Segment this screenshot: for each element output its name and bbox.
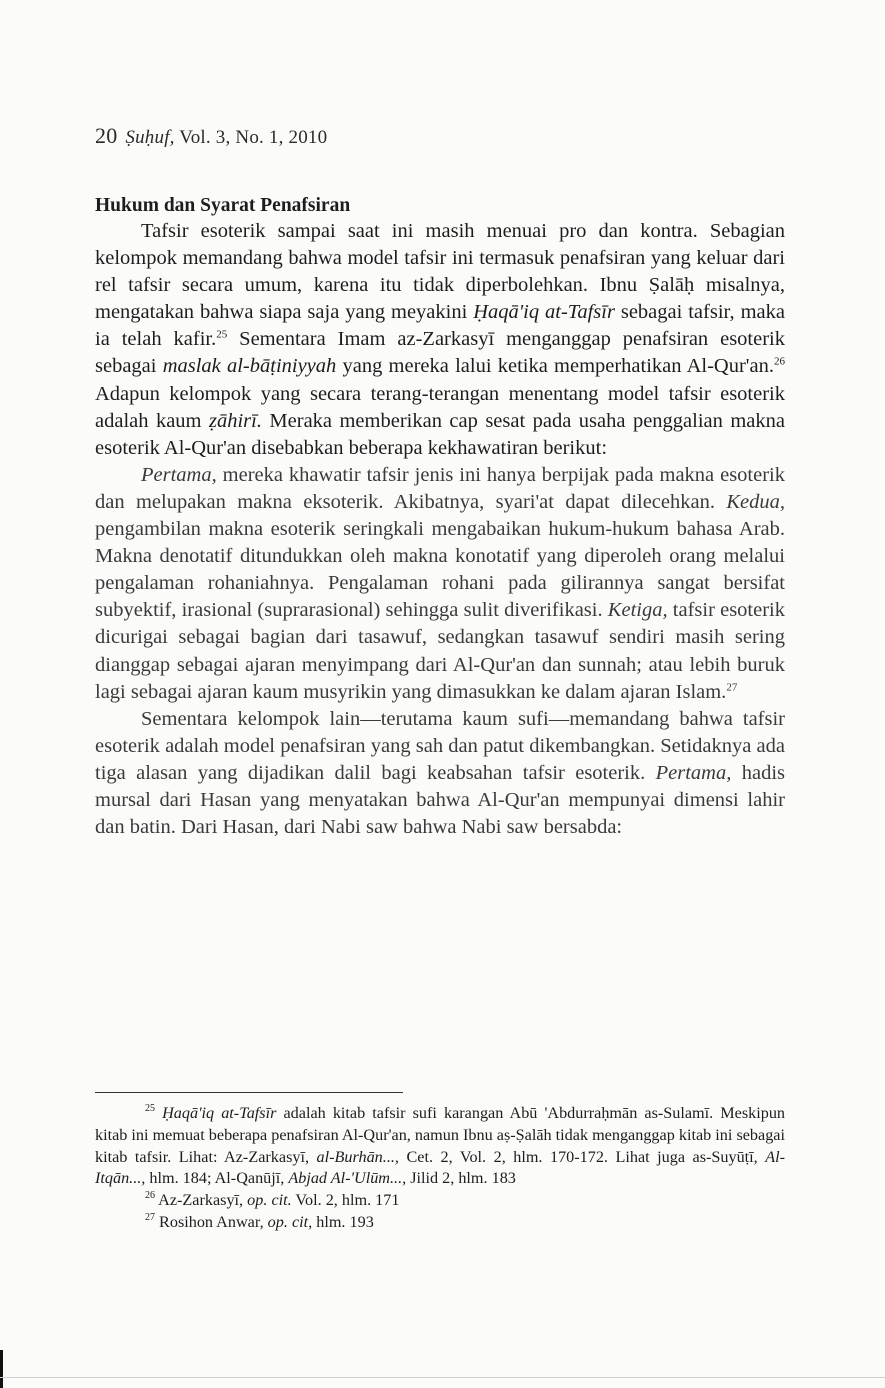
scan-edge-line <box>0 1377 885 1378</box>
italic-term: maslak al-bāṭiniyyah <box>162 355 337 378</box>
text: Vol. 2, hlm. 171 <box>291 1191 400 1210</box>
section-heading: Hukum dan Syarat Penafsiran <box>95 195 351 216</box>
paragraph-3 <box>95 706 785 841</box>
italic-term: ẓāhirī. <box>208 409 262 432</box>
text: Az-Zarkasyī, <box>155 1191 248 1210</box>
italic-term: Pertama, <box>655 761 732 784</box>
text: tafsir esoterik dicurigai sebagai bagian dari tasawuf, sedangkan tasawuf sendiri masih sering dianggap sebagai ajaran menyimpang dari Al-Qur'an dan sunnah; atau lebih buruk lagi sebagai ajaran kaum musyrikin yang dimasukkan ke dalam ajaran Islam. <box>95 599 785 703</box>
paragraph-1 <box>95 218 785 462</box>
page-number: 20 <box>95 123 118 148</box>
footnote-number: 25 <box>145 1103 155 1114</box>
text: yang mereka lalui ketika memperhatikan Al-Qur'an. <box>336 355 774 378</box>
paragraph-2 <box>95 462 785 706</box>
text: Meraka memberikan cap sesat pada usaha penggalian makna esoterik Al-Qur'an disebabkan beberapa kekhawatiran berikut: <box>95 409 785 459</box>
text: Adapun kelompok yang secara terang-terangan menentang model tafsir esoterik adalah kaum <box>95 382 785 432</box>
italic-term: Kedua, <box>726 490 785 513</box>
italic-term: Ḥaqā'iq at-Tafsīr <box>162 1104 277 1122</box>
footnote-number: 27 <box>145 1211 155 1223</box>
italic-term: Ketiga, <box>607 599 668 622</box>
italic-term: Pertama, <box>141 463 217 486</box>
italic-term: al-Burhān..., <box>316 1147 399 1166</box>
scan-binding-mark <box>0 1350 3 1388</box>
text: sebagai tafsir, maka ia telah kafir. <box>95 301 785 351</box>
italic-term: op. cit, <box>267 1212 313 1231</box>
text: hadis mursal dari Hasan yang menyatakan bahwa Al-Qur'an mempunyai dimensi lahir dan batin. Dari Hasan, dari Nabi saw bahwa Nabi saw bersabda: <box>95 761 785 839</box>
text: pengambilan makna esoterik seringkali mengabaikan hukum-hukum bahasa Arab. Makna denotatif ditundukkan oleh makna konotatif yang diperoleh orang melalui pengalaman rohaniahnya. Pengalaman rohani pada gilirannya sangat bersifat subyektif, irasional (suprarasional) sehingga sulit diverifikasi. <box>95 518 785 622</box>
page-body <box>95 123 785 841</box>
text: Sementara Imam az-Zarkasyī menganggap penafsiran esoterik sebagai <box>95 328 786 378</box>
footnote-number: 26 <box>145 1190 155 1202</box>
text: Cet. 2, Vol. 2, hlm. 170-172. Lihat juga as-Suyūṭī, <box>398 1147 766 1166</box>
italic-term: Ḥaqā'iq at-Tafsīr <box>473 301 615 324</box>
footnote-27 <box>95 1212 785 1234</box>
running-head <box>95 123 785 149</box>
journal-issue: Vol. 3, No. 1, 2010 <box>179 127 328 148</box>
footnote-ref: 26 <box>773 355 785 368</box>
footnote-25 <box>95 1103 785 1190</box>
footnote-divider <box>95 1092 403 1093</box>
text: Jilid 2, hlm. 183 <box>406 1169 516 1188</box>
journal-title: Ṣuḥuf, <box>125 127 175 148</box>
italic-term: op. cit. <box>247 1191 292 1210</box>
footnote-ref: 27 <box>726 680 738 693</box>
text: adalah kitab tafsir sufi karangan Abū 'Abdurraḥmān as-Sulamī. Meskipun kitab ini memuat beberapa penafsiran Al-Qur'an, namun Ibnu aṣ-Ṣalāh tidak menganggap kitab ini sebagai kitab tafsir. Lihat: Az-Zarkasyī, <box>95 1104 786 1166</box>
italic-term: Abjad Al-'Ulūm..., <box>288 1169 407 1188</box>
text: hlm. 184; Al-Qanūjī, <box>145 1169 289 1188</box>
footnote-26 <box>95 1190 785 1212</box>
footnote-ref: 25 <box>216 328 228 341</box>
text: Tafsir esoterik sampai saat ini masih menuai pro dan kontra. Sebagian kelompok memandang bahwa model tafsir ini termasuk penafsiran yang keluar dari rel tafsir secara umum, karena itu tidak diperbolehkan. Ibnu Ṣalāḥ misalnya, mengatakan bahwa siapa saja yang meyakini <box>95 220 785 324</box>
text: Sementara kelompok lain—terutama kaum sufi—memandang bahwa tafsir esoterik adalah model penafsiran yang sah dan patut dikembangkan. Setidaknya ada tiga alasan yang dijadikan dalil bagi keabsahan tafsir esoterik. <box>95 707 785 784</box>
footnotes <box>95 1103 785 1234</box>
italic-term: Al-Itqān..., <box>95 1147 785 1188</box>
text: Rosihon Anwar, <box>155 1212 268 1231</box>
text: mereka khawatir tafsir jenis ini hanya berpijak pada makna esoterik dan melupakan makna eksoterik. Akibatnya, syari'at dapat dilecehkan. <box>95 463 785 513</box>
text: hlm. 193 <box>312 1212 374 1231</box>
